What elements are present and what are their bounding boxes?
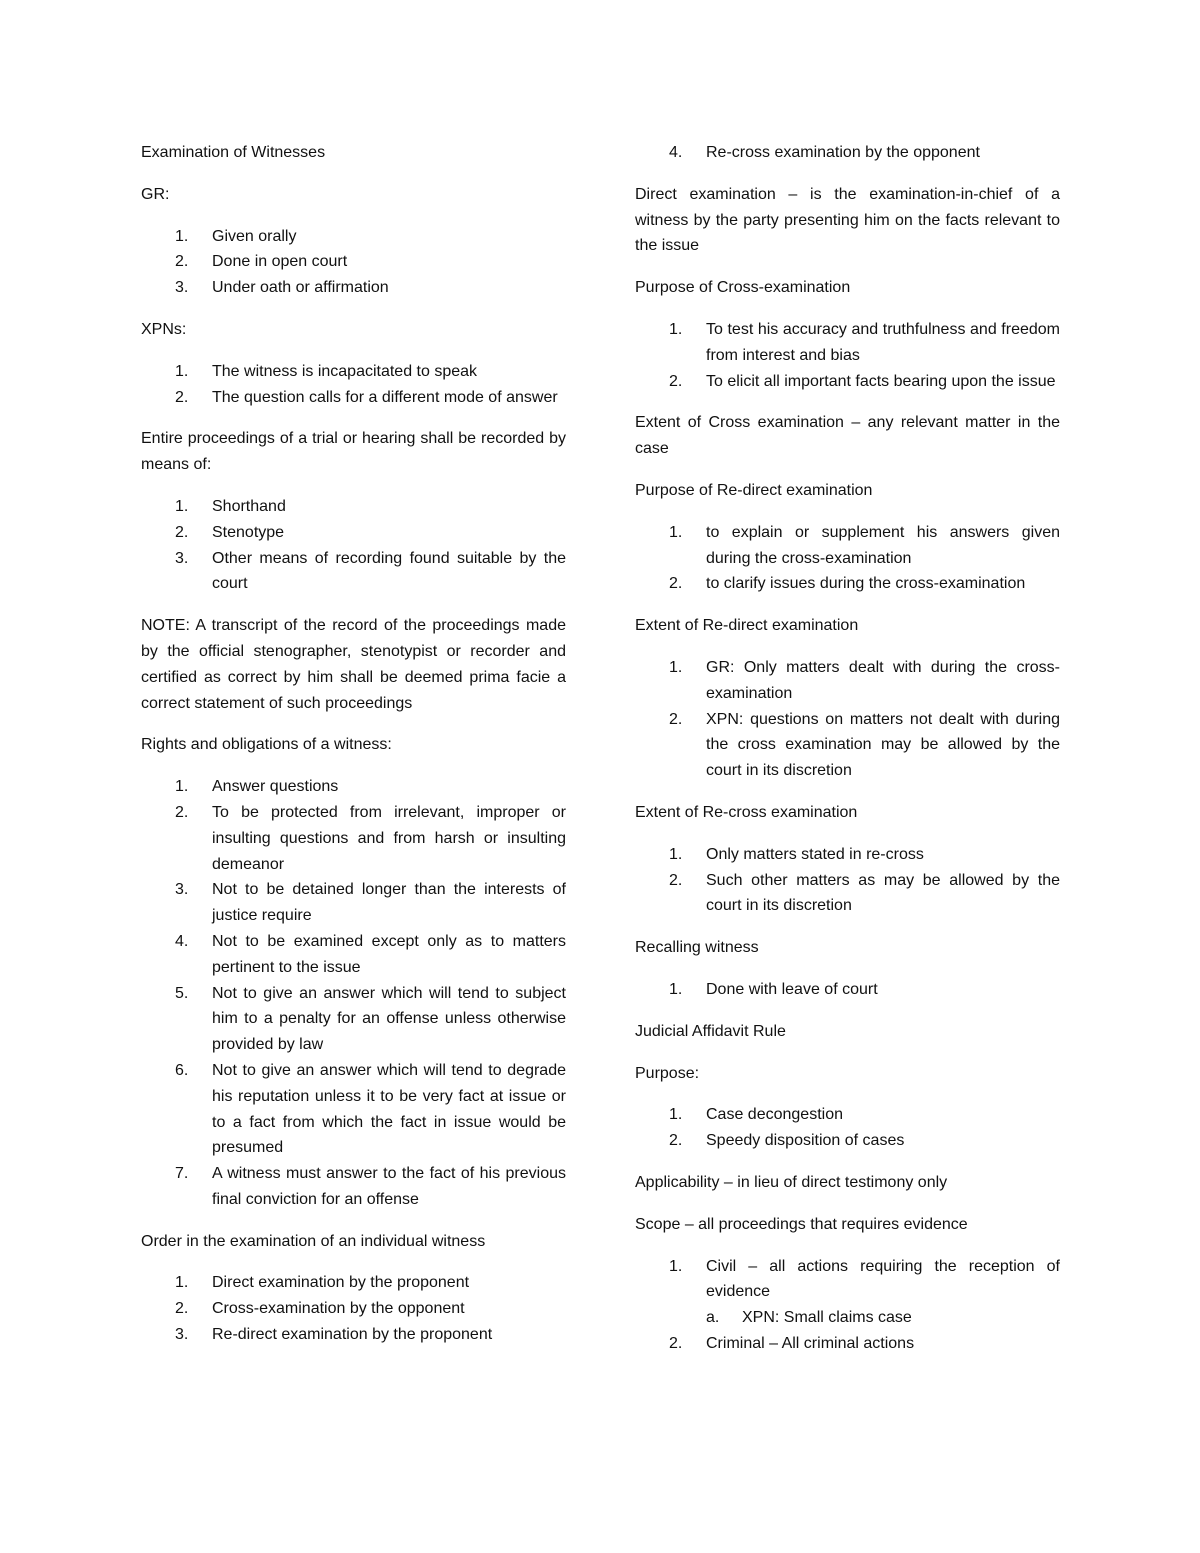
list-item: 2. Done in open court [175, 253, 348, 271]
list-item: 1. to explain or supplement his answers given during the cross-examination [669, 523, 1060, 567]
gr-list [141, 224, 566, 301]
left-column [141, 140, 566, 1364]
list-item: 2. Cross-examination by the opponent [175, 1300, 465, 1318]
xpn-list [141, 359, 566, 411]
applicability: Applicability – in lieu of direct testimony only [635, 1173, 948, 1191]
xpn-label: XPNs: [141, 320, 187, 338]
order-label: Order in the examination of an individual witness [141, 1232, 486, 1250]
scope-sublist [706, 1305, 1060, 1331]
list-item: 6. Not to give an answer which will tend to degrade his reputation unless it to be very fact at issue or to a fact from which the fact in issue would be presumed [175, 1061, 566, 1157]
scope: Scope – all proceedings that requires evidence [635, 1215, 968, 1233]
list-item: 2. XPN: questions on matters not dealt with during the cross examination may be allowed by the court in its discretion [669, 710, 1060, 780]
list-item: 1. Done with leave of court [669, 980, 878, 998]
list-item: 1. Civil – all actions requiring the reception of evidence a. XPN: Small claims case [635, 1254, 1060, 1331]
list-item: 2. Criminal – All criminal actions [669, 1334, 915, 1352]
list-item: 1. Answer questions [175, 778, 339, 796]
list-item: 1. To test his accuracy and truthfulness and freedom from interest and bias [669, 320, 1060, 364]
list-item: 5. Not to give an answer which will tend to subject him to a penalty for an offense unless otherwise provided by law [175, 984, 566, 1054]
purpose-redirect-label: Purpose of Re-direct examination [635, 481, 873, 499]
recorded-intro: Entire proceedings of a trial or hearing shall be recorded by means of: [141, 430, 566, 474]
scope-list [635, 1254, 1060, 1357]
list-item: a. XPN: Small claims case [706, 1309, 912, 1327]
order-list [141, 1270, 566, 1347]
gr-label: GR: [141, 185, 170, 203]
list-item: 1. Shorthand [175, 497, 286, 515]
list-item: 2. Stenotype [175, 523, 285, 541]
purpose-cross-label: Purpose of Cross-examination [635, 279, 851, 297]
purpose-list [635, 1102, 1060, 1154]
list-item: 2. To be protected from irrelevant, improper or insulting questions and from harsh or insulting demeanor [175, 803, 566, 873]
list-item: 4. Re-cross examination by the opponent [669, 144, 980, 161]
right-column [635, 140, 1060, 1373]
list-item: 1. The witness is incapacitated to speak [175, 362, 478, 380]
list-item: 1. GR: Only matters dealt with during the cross-examination [669, 658, 1060, 702]
list-item: 2. Such other matters as may be allowed by the court in its discretion [669, 871, 1060, 915]
list-item: 7. A witness must answer to the fact of his previous final conviction for an offense [175, 1165, 566, 1208]
note-paragraph: NOTE: A transcript of the record of the proceedings made by the official stenographer, stenotypist or recorder and certified as correct by him shall be deemed prima facie a correct statement of such proceedings [141, 617, 566, 712]
list-item: 1. Direct examination by the proponent [175, 1274, 470, 1292]
list-item: 1. Given orally [175, 227, 297, 245]
list-item: 1. Only matters stated in re-cross [669, 845, 924, 863]
recalling-label: Recalling witness [635, 939, 759, 957]
document-title: Examination of Witnesses [141, 144, 326, 161]
purpose-cross-list [635, 317, 1060, 394]
jar-label: Judicial Affidavit Rule [635, 1022, 786, 1040]
extent-recross-label: Extent of Re-cross examination [635, 803, 858, 821]
order-list-continued [635, 140, 1060, 166]
purpose-redirect-list [635, 520, 1060, 597]
list-item: 3. Other means of recording found suitable by the court [175, 549, 566, 593]
list-item: 2. To elicit all important facts bearing upon the issue [669, 372, 1056, 390]
list-item: 2. The question calls for a different mode of answer [175, 388, 558, 406]
recalling-list [635, 977, 1060, 1003]
extent-recross-list [635, 842, 1060, 919]
purpose-label: Purpose: [635, 1064, 700, 1082]
rights-list [141, 774, 566, 1213]
extent-redirect-label: Extent of Re-direct examination [635, 617, 859, 635]
extent-cross: Extent of Cross examination – any relevant matter in the case [635, 414, 1060, 458]
list-item: 4. Not to be examined except only as to matters pertinent to the issue [175, 932, 566, 976]
direct-definition: Direct examination – is the examination-in-chief of a witness by the party presenting him on the facts relevant to the issue [635, 185, 1060, 255]
list-item: 3. Not to be detained longer than the interests of justice require [175, 881, 566, 925]
rights-label: Rights and obligations of a witness: [141, 736, 392, 754]
list-item: 1. Case decongestion [669, 1106, 843, 1124]
list-item: 2. Speedy disposition of cases [669, 1132, 905, 1150]
extent-redirect-list [635, 655, 1060, 784]
list-item: 2. to clarify issues during the cross-examination [669, 575, 1026, 593]
list-item: 3. Re-direct examination by the proponent [175, 1326, 493, 1344]
list-item: 3. Under oath or affirmation [175, 279, 389, 297]
recorded-list [141, 494, 566, 597]
